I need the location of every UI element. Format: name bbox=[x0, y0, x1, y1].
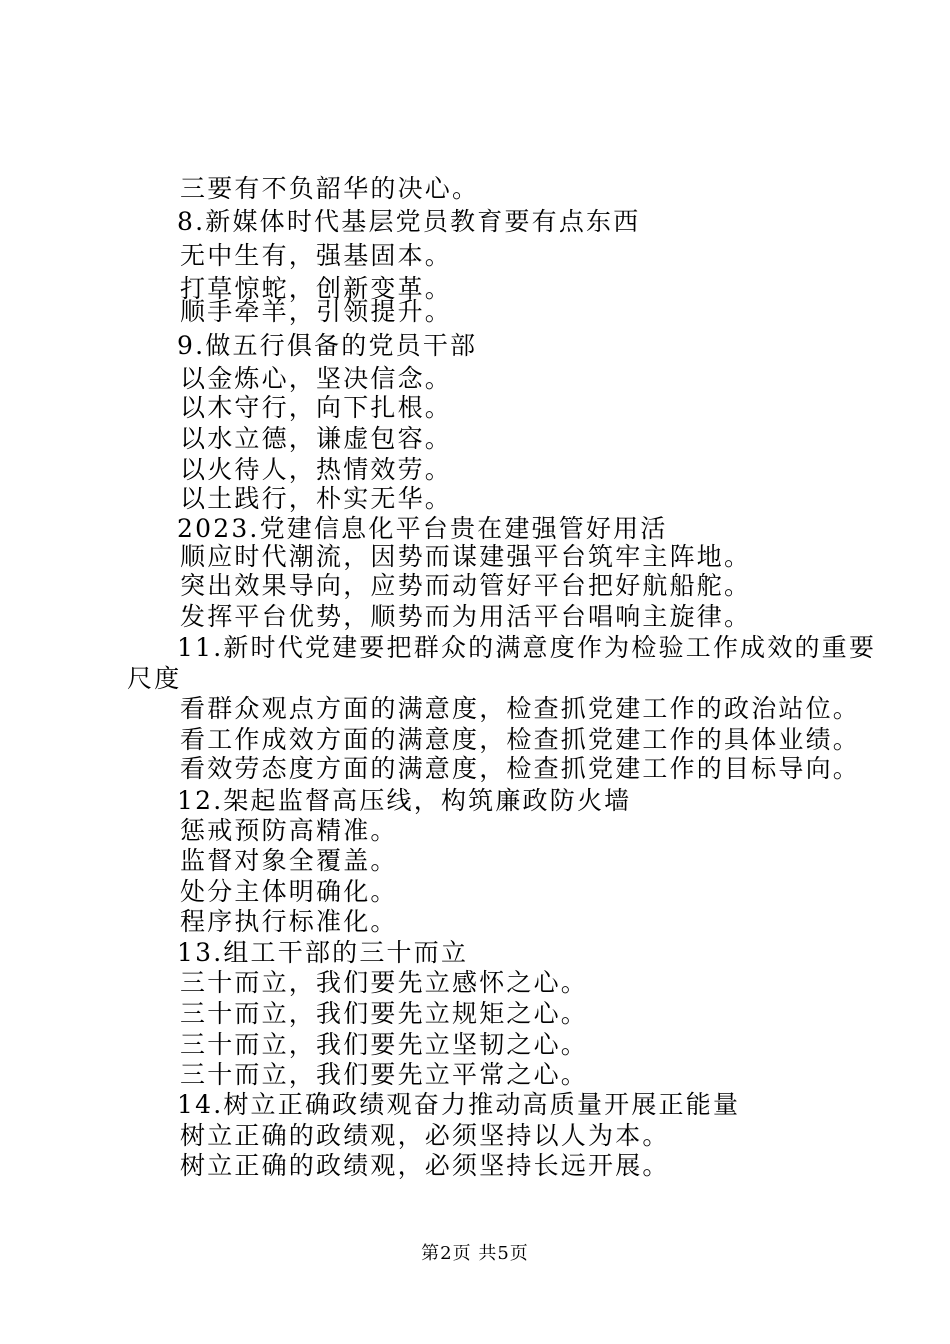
text-line: 顺手牵羊，引领提升。 bbox=[180, 297, 453, 326]
page-footer bbox=[0, 1243, 950, 1265]
text-line: 打草惊蛇，创新变革。 bbox=[180, 274, 453, 303]
section-heading: 11.新时代党建要把群众的满意度作为检验工作成效的重要 bbox=[177, 633, 877, 662]
section-heading: 9.做五行俱备的党员干部 bbox=[177, 331, 478, 360]
text-line: 三十而立，我们要先立规矩之心。 bbox=[180, 999, 589, 1028]
section-heading: 8.新媒体时代基层党员教育要有点东西 bbox=[177, 207, 641, 236]
text-line: 发挥平台优势，顺势而为用活平台唱响主旋律。 bbox=[180, 602, 752, 631]
text-line: 以水立德，谦虚包容。 bbox=[180, 424, 453, 453]
text-line: 程序执行标准化。 bbox=[180, 907, 398, 936]
text-line: 三十而立，我们要先立感怀之心。 bbox=[180, 968, 589, 997]
text-line: 看工作成效方面的满意度，检查抓党建工作的具体业绩。 bbox=[180, 725, 861, 754]
section-heading: 14.树立正确政绩观奋力推动高质量开展正能量 bbox=[177, 1090, 741, 1119]
text-line: 三十而立，我们要先立坚韧之心。 bbox=[180, 1030, 589, 1059]
text-line: 以金炼心，坚决信念。 bbox=[180, 364, 453, 393]
section-heading: 13.组工干部的三十而立 bbox=[177, 938, 469, 967]
text-line: 看群众观点方面的满意度，检查抓党建工作的政治站位。 bbox=[180, 694, 861, 723]
section-heading: 12.架起监督高压线，构筑廉政防火墙 bbox=[177, 786, 632, 815]
text-line: 看效劳态度方面的满意度，检查抓党建工作的目标导向。 bbox=[180, 754, 861, 783]
text-line: 无中生有，强基固本。 bbox=[180, 241, 453, 270]
text-line: 树立正确的政绩观，必须坚持以人为本。 bbox=[180, 1121, 670, 1150]
text-line: 突出效果导向，应势而动管好平台把好航船舵。 bbox=[180, 571, 752, 600]
text-line: 树立正确的政绩观，必须坚持长远开展。 bbox=[180, 1151, 670, 1180]
text-line: 监督对象全覆盖。 bbox=[180, 846, 398, 875]
page-number: 第2页 共5页 bbox=[421, 1243, 529, 1264]
text-line: 惩戒预防高精准。 bbox=[180, 816, 398, 845]
text-line: 顺应时代潮流，因势而谋建强平台筑牢主阵地。 bbox=[180, 542, 752, 571]
text-line: 以土践行，朴实无华。 bbox=[180, 484, 453, 513]
text-line: 以木守行，向下扎根。 bbox=[180, 393, 453, 422]
text-line: 以火待人，热情效劳。 bbox=[180, 455, 453, 484]
text-line: 三十而立，我们要先立平常之心。 bbox=[180, 1060, 589, 1089]
text-line: 处分主体明确化。 bbox=[180, 877, 398, 906]
text-line: 三要有不负韶华的决心。 bbox=[180, 174, 480, 203]
text-line: 尺度 bbox=[127, 664, 182, 693]
section-heading: 2023.党建信息化平台贵在建强管好用活 bbox=[177, 514, 668, 543]
